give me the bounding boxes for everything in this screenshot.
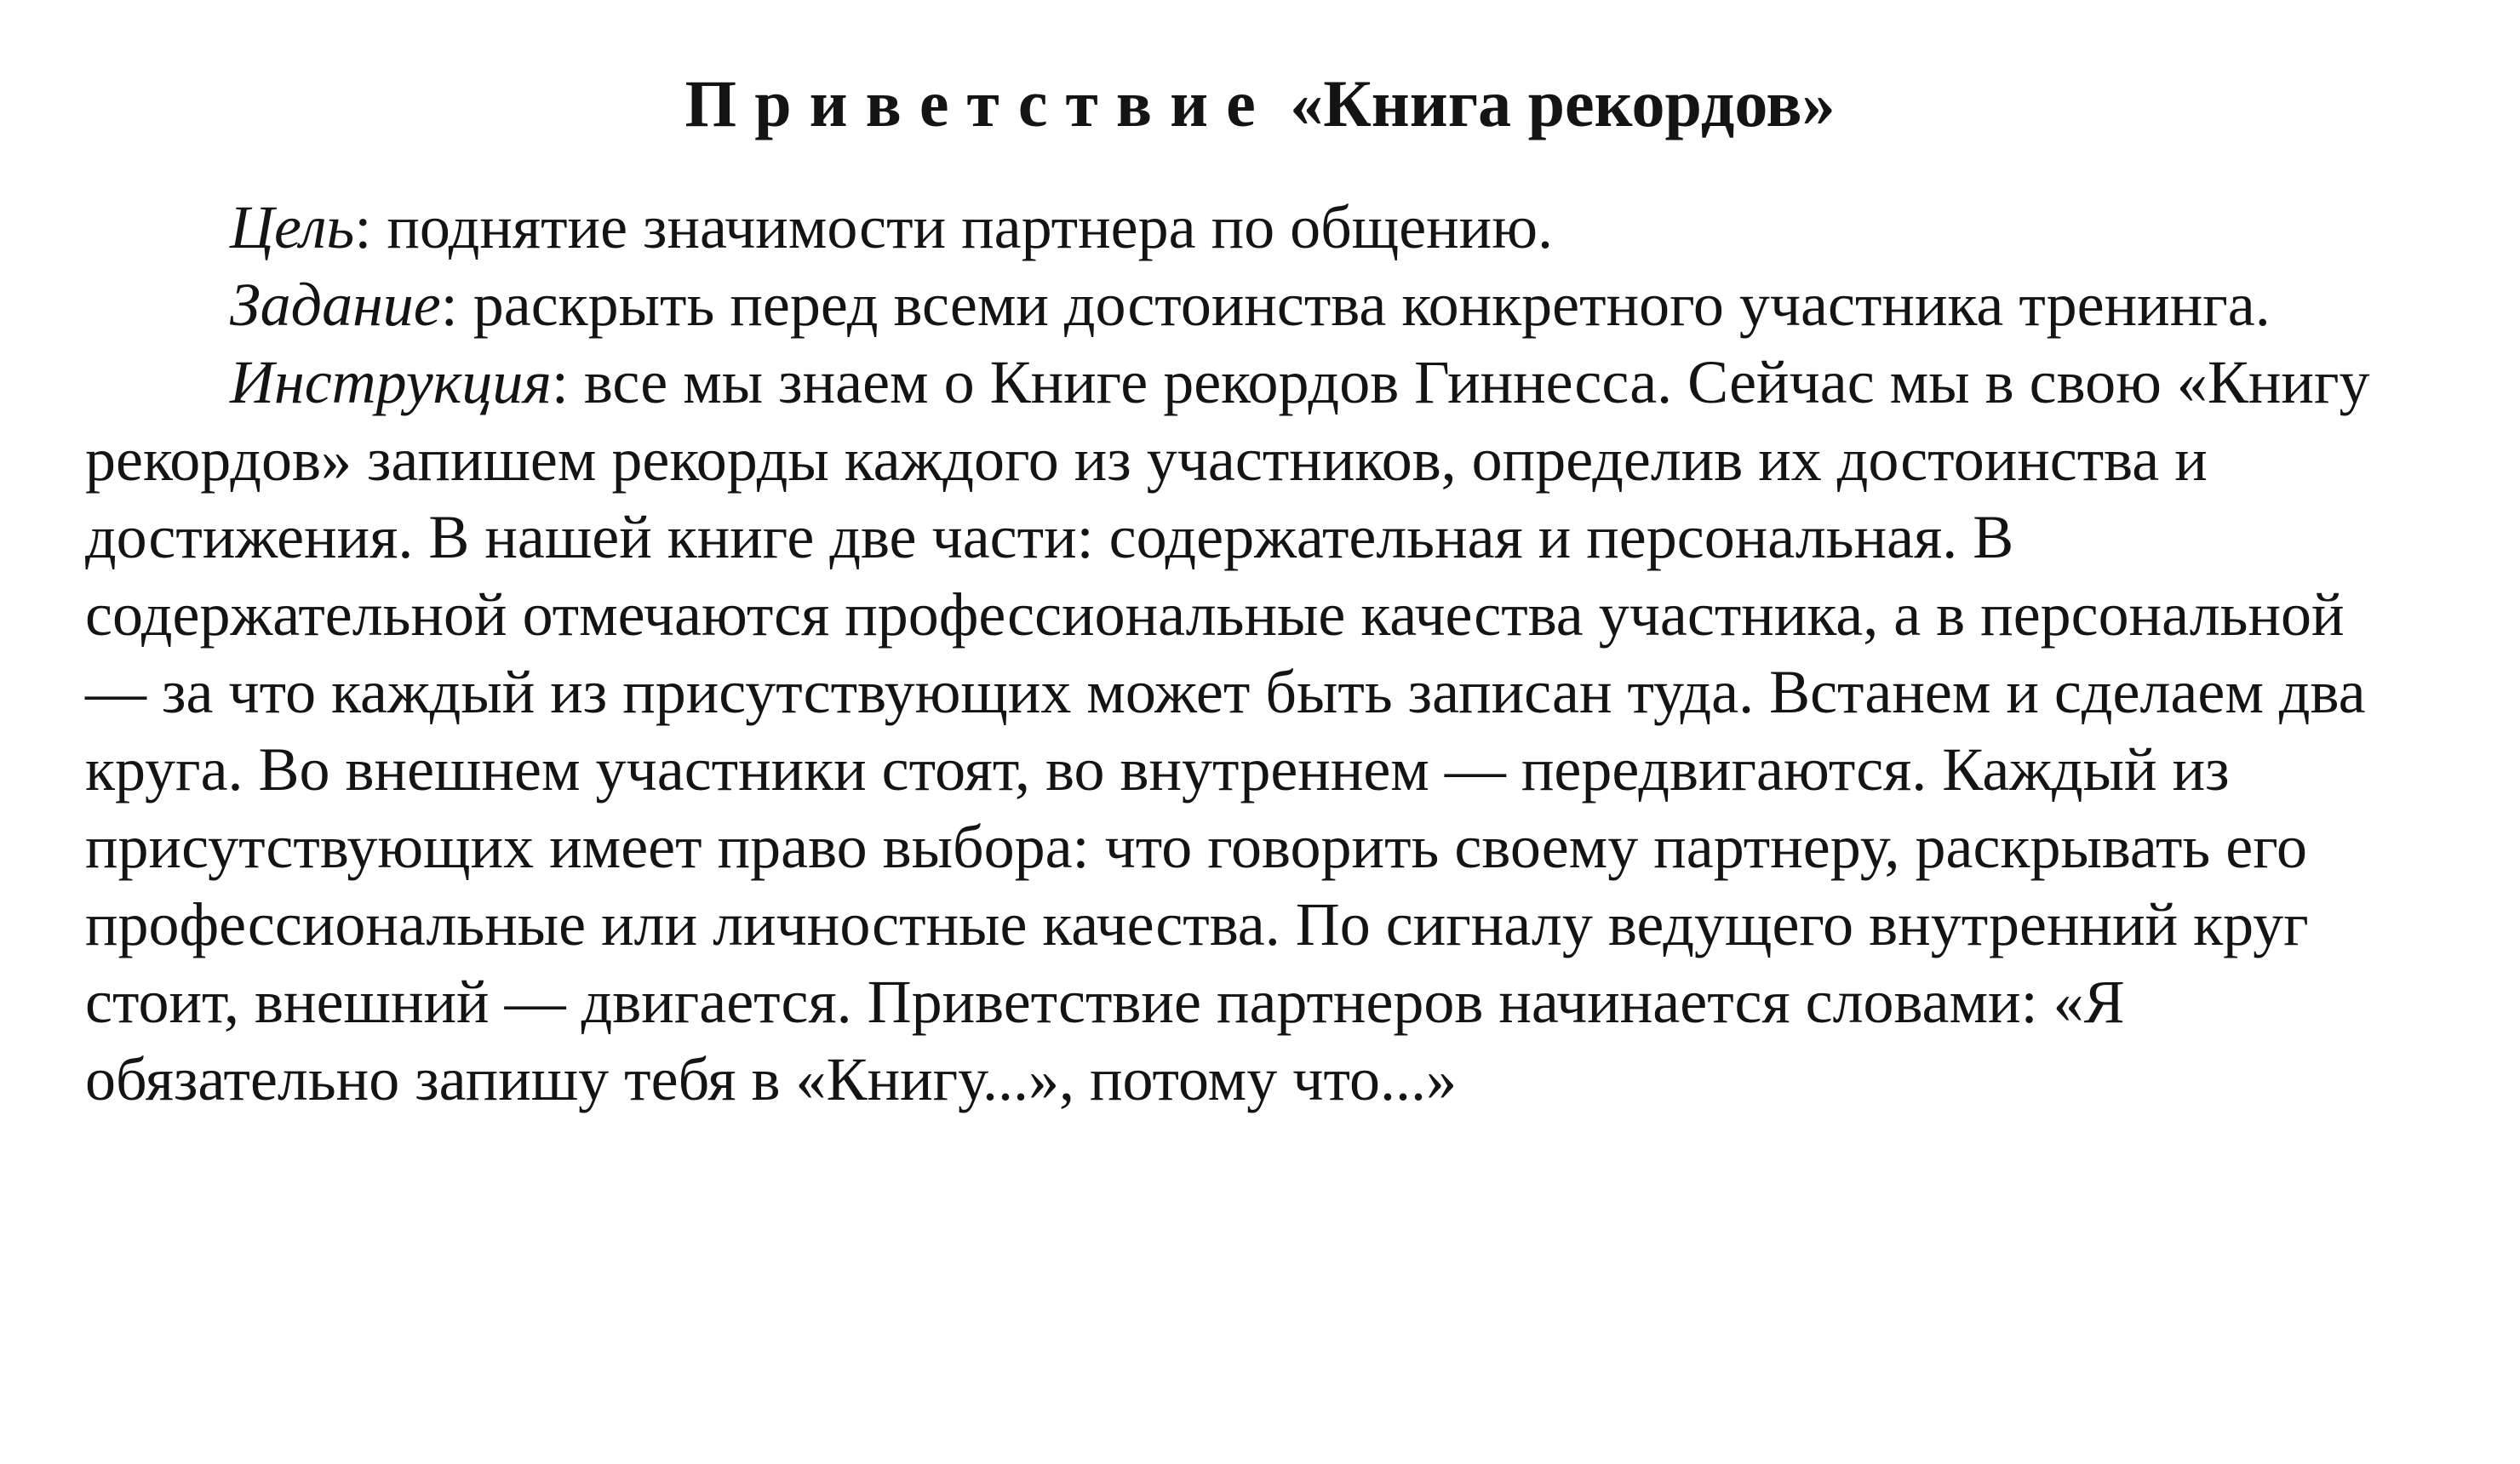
exercise-title (0, 61, 2520, 146)
goal-paragraph: Цель: поднятие значимости партнера по общению. (230, 193, 1553, 261)
goal-text: поднятие значимости партнера по общению. (387, 193, 1553, 261)
exercise-body (85, 189, 2384, 1118)
goal-label: Цель (230, 193, 355, 261)
task-paragraph: Задание: раскрыть перед всеми достоинства конкретного участника тренинга. (230, 271, 2271, 339)
task-label: Задание (230, 271, 441, 339)
instruction-text: все мы знаем о Книге рекордов Гиннесса. Сейчас мы в свою «Книгу рекордов» запишем рекорды каждого из участников, определив их достоинства и достижения. В нашей книге две части: содержательная и персональная. В содержательной отмечаются профессиональные качества участника, а в персональной — за что каждый из присутствующих может быть записан туда. Встанем и сделаем два круга. Во внешнем участники стоят, во внутреннем — передвигаются. Каждый из присутствующих имеет право выбора: что говорить своему партнеру, раскрывать его профессиональные или личностные качества. По сигналу ведущего внутренний круг стоит, внешний — двигается. Приветствие партнеров начинается словами: «Я обязательно запишу тебя в «Книгу...», потому что...» (85, 348, 2370, 1113)
instruction-label: Инструкция (230, 348, 552, 416)
instruction-paragraph: Инструкция: все мы знаем о Книге рекордов Гиннесса. Сейчас мы в свою «Книгу рекордов» запишем рекорды каждого из участников, определив их достоинства и достижения. В нашей книге две части: содержательная и персональная. В содержательной отмечаются профессиональные качества участника, а в персональной — за что каждый из присутствующих может быть записан туда. Встанем и сделаем два круга. Во внешнем участники стоят, во внутреннем — передвигаются. Каждый из присутствующих имеет право выбора: что говорить своему партнеру, раскрывать его профессиональные или личностные качества. По сигналу ведущего внутренний круг стоит, внешний — двигается. Приветствие партнеров начинается словами: «Я обязательно запишу тебя в «Книгу...», потому что...» (85, 348, 2370, 1113)
task-text: раскрыть перед всеми достоинства конкретного участника тренинга. (472, 271, 2271, 339)
title-book-name: «Книга рекордов» (1290, 66, 1836, 140)
title-word-greeting: Приветствие (684, 66, 1274, 140)
